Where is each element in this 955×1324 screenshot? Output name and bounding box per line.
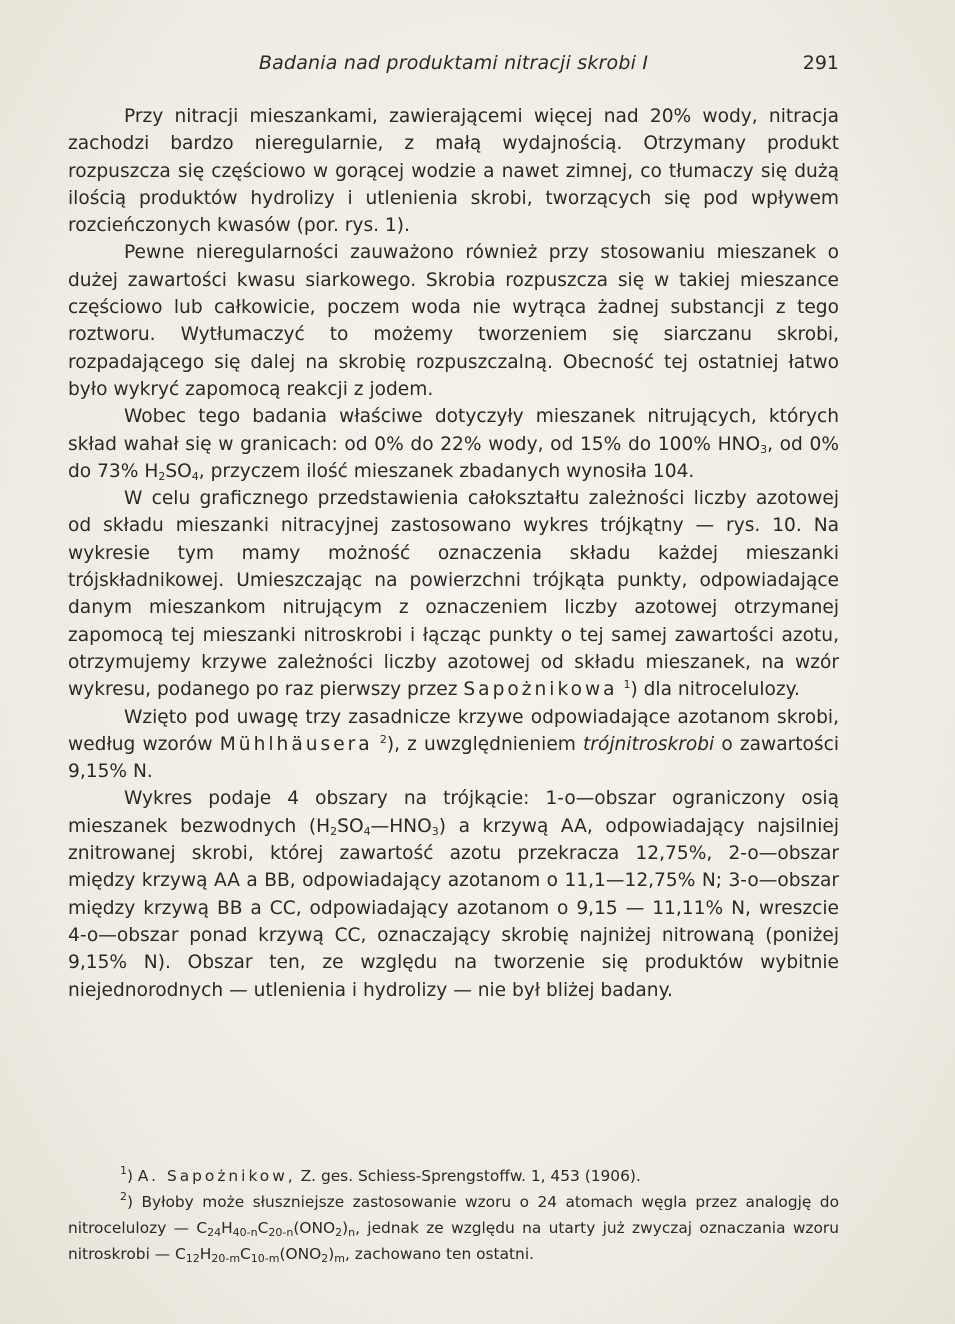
- footnote-mark: 1: [120, 1164, 127, 1177]
- page-number: 291: [802, 52, 839, 74]
- paragraph-4: W celu graficznego przedstawienia całokształtu zależności liczby azotowej od składu mieszanki nitracyjnej zastosowano wykres trójkątny — rys. 10. Na wykresie tym mamy możność oznaczenia składu każdej mieszanki trójskładnikowej. Umieszczając na powierzchni trójkąta punkty, odpowiadające danym mieszankom nitrującym z oznaczeniem liczby azotowej otrzymanej zapomocą tej mieszanki nitroskrobi i łącząc punkty o tej samej zawartości azotu, otrzymujemy krzywe zależności liczby azotowej od składu mieszanek, na wzór wykresu, podanego po raz pierwszy przez Sapożnikowa $^1$) dla nitrocelulozy.: [68, 488, 839, 701]
- author-name: Sapożnikowa: [463, 679, 618, 701]
- footnote-ref: 1: [623, 678, 631, 692]
- footnote-1: $^1$) A. Sapożnikow, Z. ges. Schiess-Sprengstoffw. 1, 453 (1906).: [120, 1164, 641, 1185]
- paragraph-3: Wobec tego badania właściwe dotyczyły mieszanek nitrujących, których skład wahał się w granicach: od 0% do 22% wody, od 15% do 100% $HNO_3$, od 0% do 73% $H_2SO_4$, przyczem ilość mieszanek zbadanych wynosiła 104.: [68, 406, 839, 483]
- footnote-mark: 2: [120, 1190, 127, 1203]
- body-text: [68, 103, 839, 1004]
- page-header: [68, 52, 839, 82]
- footnote-2: $^2$) Byłoby może słuszniejsze zastosowanie wzoru o 24 atomach węgla przez analogję do nitrocelulozy — $C_{24}H_{40-n}C_{20-n}(ONO_2)_n$, jednak ze względu na utarty już zwyczaj oznaczania wzoru nitroskrobi — $C_{12}H_{20-m}C_{10-m}(ONO_2)_m$, zachowano ten ostatni.: [68, 1190, 839, 1265]
- running-title: Badania nad produktami nitracji skrobi I: [258, 52, 649, 74]
- paragraph-6: Wykres podaje 4 obszary na trójkącie: 1-o—obszar ograniczony osią mieszanek bezwodnych $(H_2SO_4—HNO_3)$ a krzywą AA, odpowiadający najsilniej znitrowanej skrobi, której zawartość azotu przekracza 12,75%, 2-o—obszar między krzywą AA a BB, odpowiadający azotanom o 11,1—12,75% N; 3-o—obszar między krzywą BB a CC, odpowiadający azotanom o 9,15 — 11,11% N, wreszcie 4-o—obszar ponad krzywą CC, oznaczający skrobię najniżej nitrowaną (poniżej 9,15% N). Obszar ten, ze względu na tworzenie się produktów wybitnie niejednorodnych — utlenienia i hydrolizy — nie był bliżej badany.: [68, 788, 839, 1001]
- footnote-ref: 2: [379, 732, 387, 746]
- author-name: Mühlhäusera: [219, 733, 373, 755]
- footnote-author: A. Sapożnikow,: [137, 1167, 296, 1185]
- footnotes: [68, 1163, 839, 1267]
- paragraph-1: Przy nitracji mieszankami, zawierającemi więcej nad 20% wody, nitracja zachodzi bardzo nieregularnie, z małą wydajnością. Otrzymany produkt rozpuszcza się częściowo w gorącej wodzie a nawet zimnej, co tłumaczy się dużą ilością produktów hydrolizy i utlenienia skrobi, tworzących się pod wpływem rozcieńczonych kwasów (por. rys. 1).: [68, 106, 839, 237]
- paragraph-5: Wzięto pod uwagę trzy zasadnicze krzywe odpowiadające azotanom skrobi, według wzorów Mühlhäusera $^2$), z uwzględnieniem trójnitroskrobi o zawartości 9,15% N.: [68, 706, 839, 783]
- paragraph-2: Pewne nieregularności zauważono również przy stosowaniu mieszanek o dużej zawartości kwasu siarkowego. Skrobia rozpuszcza się w takiej mieszance częściowo lub całkowicie, poczem woda nie wytrąca żadnej substancji z tego roztworu. Wytłumaczyć to możemy tworzeniem się siarczanu skrobi, rozpadającego się dalej na skrobię rozpuszczalną. Obecność tej ostatniej łatwo było wykryć zapomocą reakcji z jodem.: [68, 242, 839, 400]
